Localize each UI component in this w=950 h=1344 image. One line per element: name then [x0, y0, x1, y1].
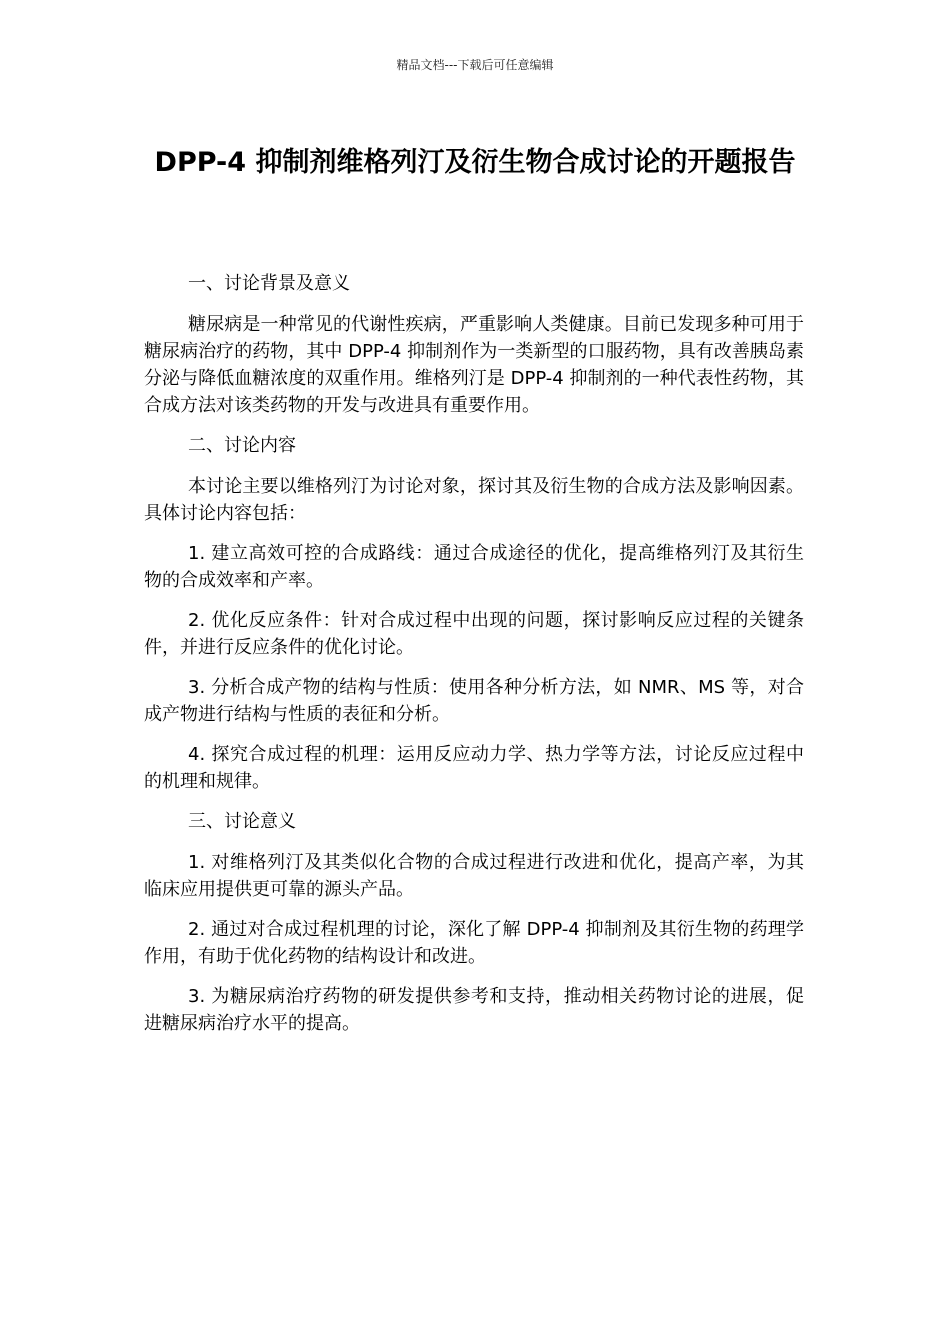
significance-list-item: 1. 对维格列汀及其类似化合物的合成过程进行改进和优化，提高产率，为其临床应用提供更可靠的源头产品。 [144, 852, 804, 900]
section-heading-background: 一、讨论背景及意义 [188, 273, 350, 294]
content-list-item: 3. 分析合成产物的结构与性质：使用各种分析方法，如 NMR、MS 等，对合成产物进行结构与性质的表征和分析。 [144, 677, 804, 725]
document-title: DPP-4 抑制剂维格列汀及衍生物合成讨论的开题报告 [154, 147, 796, 178]
section-heading-content: 二、讨论内容 [188, 435, 296, 456]
content-list-item: 2. 优化反应条件：针对合成过程中出现的问题，探讨影响反应过程的关键条件，并进行反应条件的优化讨论。 [144, 610, 804, 658]
content-list-item: 1. 建立高效可控的合成路线：通过合成途径的优化，提高维格列汀及其衍生物的合成效率和产率。 [144, 543, 804, 591]
background-paragraph: 糖尿病是一种常见的代谢性疾病，严重影响人类健康。目前已发现多种可用于糖尿病治疗的药物，其中 DPP-4 抑制剂作为一类新型的口服药物，具有改善胰岛素分泌与降低血糖浓度的双重作用。维格列汀是 DPP-4 抑制剂的一种代表性药物，其合成方法对该类药物的开发与改进具有重要作用。 [144, 314, 804, 416]
document-body [144, 270, 804, 1050]
section-heading-significance: 三、讨论意义 [188, 811, 296, 832]
header-note: 精品文档---下载后可任意编辑 [396, 58, 554, 72]
significance-list-item: 2. 通过对合成过程机理的讨论，深化了解 DPP-4 抑制剂及其衍生物的药理学作用，有助于优化药物的结构设计和改进。 [144, 919, 804, 967]
content-list-item: 4. 探究合成过程的机理：运用反应动力学、热力学等方法，讨论反应过程中的机理和规律。 [144, 744, 804, 792]
significance-list-item: 3. 为糖尿病治疗药物的研发提供参考和支持，推动相关药物讨论的进展，促进糖尿病治疗水平的提高。 [144, 986, 804, 1034]
content-intro-paragraph: 本讨论主要以维格列汀为讨论对象，探讨其及衍生物的合成方法及影响因素。具体讨论内容包括： [144, 476, 804, 524]
